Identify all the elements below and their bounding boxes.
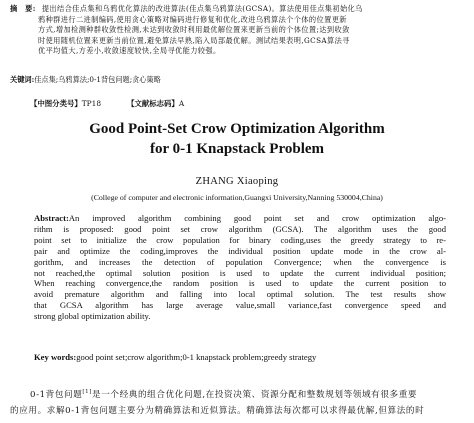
chinese-keywords-label: 关键词: — [10, 75, 35, 84]
english-abstract-line: avoid premature algorithm and falling into local optimal solution. The test results show — [34, 289, 446, 300]
chinese-abstract — [10, 4, 468, 57]
author-name: ZHANG Xiaoping — [195, 176, 279, 187]
english-abstract — [34, 213, 446, 322]
clc-label: 【中图分类号】 — [30, 99, 82, 108]
document-code-label: 【文献标志码】 — [127, 99, 179, 108]
paper-title-line-1: Good Point-Set Crow Optimization Algorithm — [89, 121, 385, 137]
author-affiliation: (College of computer and electronic information,Guangxi University,Nanning 530004,China) — [91, 193, 383, 202]
classification-line — [30, 98, 184, 109]
document-code-value: A — [178, 99, 185, 108]
english-abstract-line: Abstract:An improved algorithm combining good point set and crow optimization algo- — [34, 213, 446, 223]
introduction-line: 0-1背包问题[1]是一个经典的组合优化问题,在投资决策、资源分配和整数规划等领域有很多重要 — [30, 389, 418, 400]
english-abstract-line: When reaching convergence,the random position is used to update the current position to — [34, 278, 446, 289]
chinese-abstract-line: 时使用随机位置来更新当前位置,避免算法早熟,陷入局部最优解。测试结果表明,GCSA算法寻 — [38, 35, 350, 45]
introduction-line: 的应用。求解0-1背包问题主要分为精确算法和近似算法。精确算法每次都可以求得最优解,但算法的时 — [10, 405, 425, 416]
clc-value: TP18 — [81, 99, 102, 108]
introduction-paragraph — [10, 384, 470, 419]
chinese-abstract-line: 优平均值大,方差小,收敛速度较快,全局寻优能力较强。 — [38, 46, 221, 56]
english-abstract-label: Abstract: — [34, 213, 69, 223]
english-keywords-label: Key words: — [34, 352, 77, 362]
english-abstract-line: pair and optimize the coding,improves the individual position update mode in the crow al- — [34, 245, 446, 256]
english-keywords — [34, 352, 316, 362]
chinese-keywords — [10, 75, 161, 85]
english-keywords-text: good point set;crow algorithm;0-1 knapstack problem;greedy strategy — [76, 352, 317, 362]
chinese-abstract-line: 鸦种群进行二进制编码,使用贪心策略对编码进行修复和优化,改进乌鸦算法个个体的位置更新 — [38, 14, 347, 24]
english-abstract-line: point set to initialize the crow population for binary coding,uses the greedy strategy to re- — [34, 234, 446, 245]
english-abstract-line: that GCSA algorithm has large average value,small variance,fast convergence speed and — [34, 300, 446, 311]
english-abstract-line: strong global optimization ability. — [34, 311, 151, 322]
chinese-abstract-line: 摘 要: 提出结合佳点集和乌鸦优化算法的改进算法(佳点集乌鸦算法(GCSA)。算法使用佳点集初始化乌 — [10, 4, 363, 13]
english-abstract-line: gorithm, and increases the detection of population Convergence; when the convergence is — [34, 256, 446, 267]
chinese-abstract-line: 方式,增加检测种群收敛性检测,未达到收敛时利用最优解位置来更新当前的个体位置;达到收敛 — [38, 25, 350, 35]
citation-reference: [1] — [82, 389, 93, 395]
chinese-abstract-label: 摘 要: — [10, 4, 36, 13]
chinese-keywords-text: 佳点集;乌鸦算法;0-1背包问题;贪心策略 — [34, 75, 161, 84]
english-abstract-line: rithm is proposed: good point set crow algorithm (GCSA). The algorithm uses the good — [34, 223, 446, 234]
english-abstract-line: not reached,the optimal solution position is used to update the current individual position; — [34, 267, 446, 278]
paper-title-line-2: for 0-1 Knapstack Problem — [149, 141, 325, 157]
